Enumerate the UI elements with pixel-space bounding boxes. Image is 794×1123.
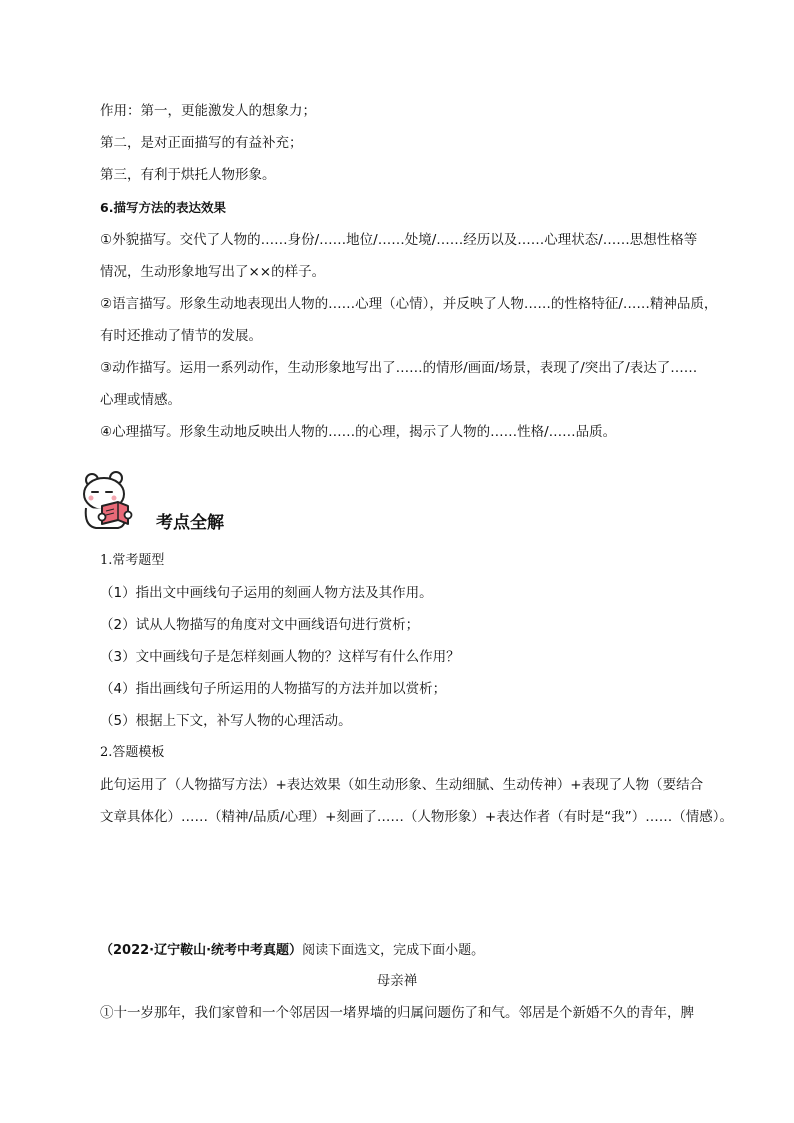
action-line-1: ③动作描写。运用一系列动作，生动形象地写出了……的情形/画面/场景，表现了/突出了/表达了…… bbox=[100, 360, 698, 376]
effect-line-3: 第三，有利于烘托人物形象。 bbox=[100, 167, 276, 183]
appearance-line-1: ①外貌描写。交代了人物的……身份/……地位/……处境/……经历以及……心理状态/……思想性格等 bbox=[100, 232, 698, 248]
passage-paragraph-1: ①十一岁那年，我们家曾和一个邻居因一堵界墙的归属问题伤了和气。邻居是个新婚不久的青年，脾 bbox=[100, 1005, 694, 1021]
answer-template-line-2: 文章具体化）……（精神/品质/心理）+刻画了……（人物形象）+表达作者（有时是“我”）……（情感）。 bbox=[100, 809, 733, 825]
appearance-line-2: 情况，生动形象地写出了××的样子。 bbox=[100, 264, 326, 280]
answer-template-line-1: 此句运用了（人物描写方法）+表达效果（如生动形象、生动细腻、生动传神）+表现了人物（要结合 bbox=[100, 777, 704, 793]
reading-bear-icon bbox=[78, 470, 142, 532]
section-6-heading: 6.描写方法的表达效果 bbox=[100, 200, 226, 215]
question-type-5: （5）根据上下文，补写人物的心理活动。 bbox=[100, 713, 352, 729]
psychology-line-1: ④心理描写。形象生动地反映出人物的……的心理，揭示了人物的……性格/……品质。 bbox=[100, 424, 617, 440]
sub-heading-question-types: 1.常考题型 bbox=[100, 553, 165, 568]
language-line-1: ②语言描写。形象生动地表现出人物的……心理（心情），并反映了人物……的性格特征/……精神品质， bbox=[100, 296, 718, 312]
exercise-intro bbox=[100, 942, 484, 960]
section-title-kaodian: 考点全解 bbox=[156, 513, 224, 533]
exercise-instruction: 阅读下面选文，完成下面小题。 bbox=[302, 943, 485, 958]
question-type-4: （4）指出画线句子所运用的人物描写的方法并加以赏析； bbox=[100, 681, 447, 697]
language-line-2: 有时还推动了情节的发展。 bbox=[100, 328, 262, 344]
question-type-1: （1）指出文中画线句子运用的刻画人物方法及其作用。 bbox=[100, 585, 433, 601]
question-type-3: （3）文中画线句子是怎样刻画人物的？这样写有什么作用？ bbox=[100, 649, 460, 665]
exercise-source: （2022·辽宁鞍山·统考中考真题） bbox=[100, 943, 303, 958]
passage-title: 母亲禅 bbox=[376, 973, 418, 989]
effect-line-2: 第二，是对正面描写的有益补充； bbox=[100, 135, 303, 151]
question-type-2: （2）试从人物描写的角度对文中画线语句进行赏析； bbox=[100, 617, 420, 633]
effect-line-1: 作用：第一，更能激发人的想象力； bbox=[100, 103, 316, 119]
sub-heading-answer-template: 2.答题模板 bbox=[100, 745, 165, 760]
action-line-2: 心理或情感。 bbox=[100, 392, 181, 408]
